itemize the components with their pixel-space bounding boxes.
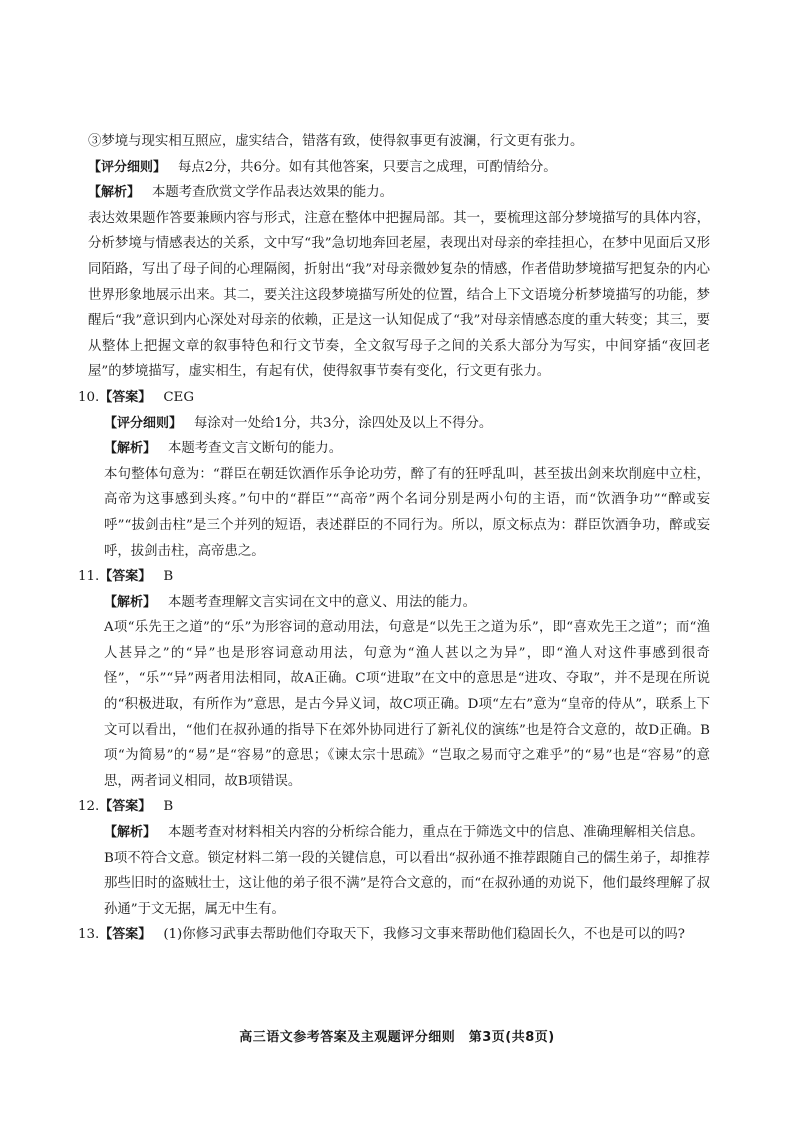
- para-13: [88, 846, 710, 923]
- answer-text: CEG: [163, 389, 195, 405]
- para-7: [88, 462, 710, 564]
- para-0: [88, 129, 710, 155]
- para-text: 每点2分，共6分。如有其他答案，只要言之成理，可酌情给分。: [178, 159, 557, 175]
- question-number: 12.: [78, 799, 100, 815]
- para-text: 本句整体句意为：“群臣在朝廷饮酒作乐争论功劳，醉了有的狂呼乱叫，甚至拔出剑来坎削庭中立柱，高帝为这事感到头疼。”句中的“群臣”“高帝”两个名词分别是两小句的主语，而“饮酒争功”“醉或妄呼”“拔剑击柱”是三个并列的短语，表述群臣的不同行为。所以，原文标点为：群臣饮酒争功，醉或妄呼，拔剑击柱，高帝患之。: [104, 466, 710, 559]
- para-12: [88, 820, 710, 846]
- answer-text: B: [163, 569, 174, 585]
- para-text: 本题考查理解文言实词在文中的意义、用法的能力。: [168, 594, 476, 610]
- question-11-answer: [78, 564, 710, 590]
- para-text: 每涂对一处给1分，共3分，涂四处及以上不得分。: [194, 415, 493, 431]
- analysis-label: 【解析】: [88, 185, 141, 201]
- para-text: 本题考查欣赏文学作品表达效果的能力。: [152, 185, 394, 201]
- answer-label: 【答案】: [99, 799, 152, 815]
- answer-label: 【答案】: [99, 389, 152, 405]
- para-text: A项“乐先王之道”的“乐”为形容词的意动用法，句意是“以先王之道为乐”，即“喜欢先王之道”；而“渔人甚异之”的“异”也是形容词意动用法，句意为“渔人甚以之为异”，即“渔人对这件事感到很奇怪”，“乐”“异”两者用法相同，故A正确。C项“进取”在文中的意思是“进攻、夺取”，并不是现在所说的“积极进取，有所作为”意思，是古今异义词，故C项正确。D项“左右”意为“皇帝的侍从”，联系上下文可以看出，“他们在叔孙通的指导下在郊外协同进行了新礼仪的演练”也是符合文意的，故D正确。B项“为简易”的“易”是“容易”的意思；《谏太宗十思疏》“岂取之易而守之难乎”的“易”也是“容易”的意思，两者词义相同，故B项错误。: [104, 620, 710, 789]
- question-number: 10.: [78, 389, 100, 405]
- answer-label: 【答案】: [99, 569, 152, 585]
- analysis-label: 【解析】: [104, 594, 157, 610]
- para-2: [88, 180, 710, 206]
- para-6: [88, 436, 710, 462]
- scoring-label: 【评分细则】: [88, 159, 167, 175]
- para-text: ③梦境与现实相互照应，虚实结合，错落有致，使得叙事更有波澜，行文更有张力。: [88, 134, 584, 149]
- para-1: [88, 155, 710, 181]
- scoring-label: 【评分细则】: [104, 415, 183, 431]
- para-text: 本题考查文言文断句的能力。: [168, 441, 343, 457]
- question-number: 11.: [78, 569, 100, 585]
- para-text: 表达效果题作答要兼顾内容与形式，注意在整体中把握局部。其一，要梳理这部分梦境描写的具体内容，分析梦境与情感表达的关系，文中写“我”急切地奔回老屋，表现出对母亲的牵挂担心，在梦中见面后又形同陌路，写出了母子间的心理隔阂，折射出“我”对母亲微妙复杂的情感，作者借助梦境描写把复杂的内心世界形象地展示出来。其二，要关注这段梦境描写所处的位置，结合上下文语境分析梦境描写的功能，梦醒后“我”意识到内心深处对母亲的依赖，正是这一认知促成了“我”对母亲情感态度的重大转变；其三，要从整体上把握文章的叙事特色和行文节奏，全文叙写母子之间的关系大部分为写实，中间穿插“夜回老屋”的梦境描写，虚实相生，有起有伏，使得叙事节奏有变化，行文更有张力。: [88, 210, 710, 380]
- answer-text: (1)你修习武事去帮助他们夺取天下，我修习文事来帮助他们稳固长久，不也是可以的吗?: [163, 927, 685, 943]
- para-3: [88, 206, 710, 385]
- analysis-label: 【解析】: [104, 825, 157, 841]
- para-text: 本题考查对材料相关内容的分析综合能力，重点在于筛选文中的信息、准确理解相关信息。: [168, 825, 704, 841]
- para-10: [88, 615, 710, 794]
- answer-label: 【答案】: [99, 927, 152, 943]
- question-12-answer: [78, 794, 710, 820]
- para-9: [88, 590, 710, 616]
- para-text: B项不符合文意。锁定材料二第一段的关键信息，可以看出“叔孙通不推荐跟随自己的儒生弟子，却推荐那些旧时的盗贼壮士，这让他的弟子很不满”是符合文意的，而“在叔孙通的劝说下，他们最终理解了叔孙通”于文无据，属无中生有。: [104, 850, 710, 917]
- answer-content: [78, 129, 710, 948]
- question-13-answer: [78, 922, 710, 948]
- analysis-label: 【解析】: [104, 441, 157, 457]
- page-footer: 高三语文参考答案及主观题评分细则 第3页(共8页): [239, 1030, 555, 1045]
- para-5: [88, 411, 710, 437]
- question-10-answer: [78, 385, 710, 411]
- answer-text: B: [163, 799, 174, 815]
- question-number: 13.: [78, 927, 100, 943]
